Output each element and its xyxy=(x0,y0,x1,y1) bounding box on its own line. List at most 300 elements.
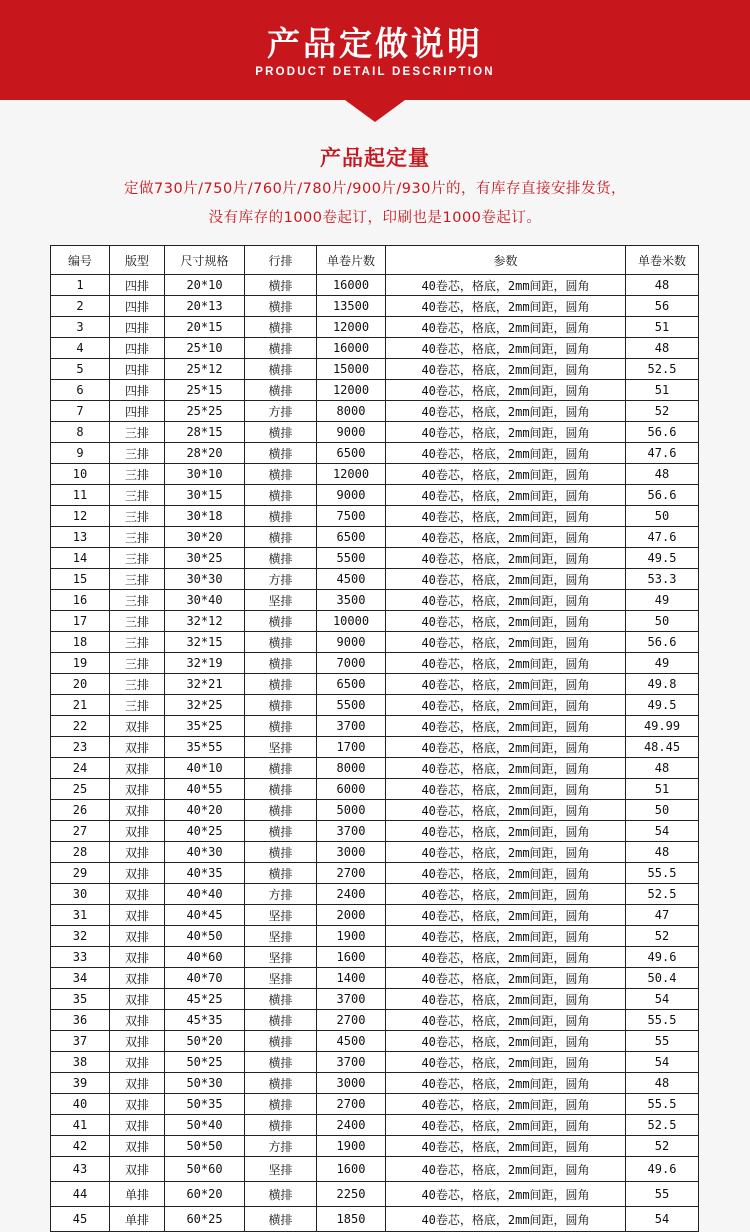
table-row xyxy=(51,968,699,989)
cell-layout: 三排 xyxy=(110,569,165,590)
cell-meters: 49.8 xyxy=(626,674,699,695)
cell-size: 40*55 xyxy=(165,779,245,800)
cell-pieces: 2700 xyxy=(317,1094,386,1115)
table-row xyxy=(51,1052,699,1073)
cell-params: 40卷芯，格底，2mm间距，圆角 xyxy=(386,842,626,863)
cell-arrangement: 横排 xyxy=(245,779,317,800)
cell-size: 30*20 xyxy=(165,527,245,548)
table-row xyxy=(51,821,699,842)
cell-meters: 48 xyxy=(626,275,699,296)
cell-layout: 双排 xyxy=(110,1094,165,1115)
table-row xyxy=(51,779,699,800)
cell-layout: 四排 xyxy=(110,338,165,359)
cell-arrangement: 横排 xyxy=(245,359,317,380)
cell-layout: 双排 xyxy=(110,758,165,779)
cell-meters: 50.4 xyxy=(626,968,699,989)
table-row xyxy=(51,569,699,590)
column-header-pieces: 单卷片数 xyxy=(317,246,386,275)
cell-layout: 双排 xyxy=(110,989,165,1010)
cell-arrangement: 横排 xyxy=(245,1207,317,1232)
cell-params: 40卷芯，格底，2mm间距，圆角 xyxy=(386,275,626,296)
cell-params: 40卷芯，格底，2mm间距，圆角 xyxy=(386,1010,626,1031)
cell-meters: 51 xyxy=(626,317,699,338)
cell-size: 35*25 xyxy=(165,716,245,737)
cell-meters: 55.5 xyxy=(626,863,699,884)
cell-size: 45*35 xyxy=(165,1010,245,1031)
section-title: 产品起定量 xyxy=(320,146,430,170)
cell-size: 30*10 xyxy=(165,464,245,485)
cell-size: 40*25 xyxy=(165,821,245,842)
cell-meters: 49 xyxy=(626,590,699,611)
cell-pieces: 1400 xyxy=(317,968,386,989)
cell-id: 35 xyxy=(51,989,110,1010)
cell-pieces: 4500 xyxy=(317,569,386,590)
cell-size: 30*15 xyxy=(165,485,245,506)
cell-id: 15 xyxy=(51,569,110,590)
cell-params: 40卷芯，格底，2mm间距，圆角 xyxy=(386,1136,626,1157)
cell-id: 17 xyxy=(51,611,110,632)
cell-arrangement: 横排 xyxy=(245,1182,317,1207)
cell-params: 40卷芯，格底，2mm间距，圆角 xyxy=(386,296,626,317)
cell-size: 45*25 xyxy=(165,989,245,1010)
cell-layout: 三排 xyxy=(110,674,165,695)
column-header-id: 编号 xyxy=(51,246,110,275)
cell-arrangement: 横排 xyxy=(245,800,317,821)
cell-pieces: 3700 xyxy=(317,716,386,737)
cell-id: 14 xyxy=(51,548,110,569)
column-header-arrangement: 行排 xyxy=(245,246,317,275)
cell-meters: 48.45 xyxy=(626,737,699,758)
cell-size: 40*60 xyxy=(165,947,245,968)
table-row xyxy=(51,842,699,863)
table-row xyxy=(51,1010,699,1031)
cell-id: 41 xyxy=(51,1115,110,1136)
cell-params: 40卷芯，格底，2mm间距，圆角 xyxy=(386,863,626,884)
cell-pieces: 8000 xyxy=(317,401,386,422)
table-row xyxy=(51,1157,699,1182)
cell-pieces: 2400 xyxy=(317,1115,386,1136)
cell-params: 40卷芯，格底，2mm间距，圆角 xyxy=(386,947,626,968)
cell-layout: 单排 xyxy=(110,1207,165,1232)
table-row xyxy=(51,296,699,317)
cell-params: 40卷芯，格底，2mm间距，圆角 xyxy=(386,926,626,947)
cell-meters: 51 xyxy=(626,779,699,800)
cell-meters: 47.6 xyxy=(626,527,699,548)
cell-size: 30*40 xyxy=(165,590,245,611)
cell-meters: 51 xyxy=(626,380,699,401)
cell-id: 38 xyxy=(51,1052,110,1073)
cell-params: 40卷芯，格底，2mm间距，圆角 xyxy=(386,1182,626,1207)
cell-params: 40卷芯，格底，2mm间距，圆角 xyxy=(386,443,626,464)
cell-pieces: 15000 xyxy=(317,359,386,380)
cell-meters: 54 xyxy=(626,989,699,1010)
cell-arrangement: 方排 xyxy=(245,569,317,590)
cell-size: 50*35 xyxy=(165,1094,245,1115)
cell-meters: 56 xyxy=(626,296,699,317)
cell-arrangement: 横排 xyxy=(245,1031,317,1052)
cell-meters: 47 xyxy=(626,905,699,926)
table-row xyxy=(51,905,699,926)
description-line-2: 没有库存的1000卷起订，印刷也是1000卷起订。 xyxy=(208,210,542,226)
table-row xyxy=(51,737,699,758)
cell-pieces: 12000 xyxy=(317,317,386,338)
cell-size: 32*19 xyxy=(165,653,245,674)
cell-id: 7 xyxy=(51,401,110,422)
cell-arrangement: 横排 xyxy=(245,1094,317,1115)
cell-params: 40卷芯，格底，2mm间距，圆角 xyxy=(386,716,626,737)
cell-meters: 48 xyxy=(626,758,699,779)
cell-pieces: 9000 xyxy=(317,485,386,506)
cell-meters: 52.5 xyxy=(626,1115,699,1136)
cell-params: 40卷芯，格底，2mm间距，圆角 xyxy=(386,821,626,842)
cell-meters: 48 xyxy=(626,338,699,359)
cell-arrangement: 坚排 xyxy=(245,737,317,758)
cell-arrangement: 坚排 xyxy=(245,926,317,947)
cell-meters: 48 xyxy=(626,464,699,485)
cell-pieces: 12000 xyxy=(317,380,386,401)
cell-pieces: 3700 xyxy=(317,821,386,842)
table-row xyxy=(51,443,699,464)
table-row xyxy=(51,1115,699,1136)
cell-pieces: 3000 xyxy=(317,1073,386,1094)
cell-id: 4 xyxy=(51,338,110,359)
cell-params: 40卷芯，格底，2mm间距，圆角 xyxy=(386,611,626,632)
table-row xyxy=(51,275,699,296)
banner-arrow-icon xyxy=(345,100,405,122)
cell-layout: 三排 xyxy=(110,506,165,527)
cell-layout: 双排 xyxy=(110,905,165,926)
table-row xyxy=(51,338,699,359)
cell-layout: 四排 xyxy=(110,317,165,338)
cell-pieces: 4500 xyxy=(317,1031,386,1052)
cell-meters: 55 xyxy=(626,1182,699,1207)
cell-layout: 双排 xyxy=(110,800,165,821)
cell-pieces: 2700 xyxy=(317,1010,386,1031)
cell-pieces: 6500 xyxy=(317,527,386,548)
table-row xyxy=(51,359,699,380)
table-row xyxy=(51,1073,699,1094)
table-row xyxy=(51,716,699,737)
cell-layout: 双排 xyxy=(110,863,165,884)
cell-size: 50*40 xyxy=(165,1115,245,1136)
cell-pieces: 3700 xyxy=(317,1052,386,1073)
cell-params: 40卷芯，格底，2mm间距，圆角 xyxy=(386,674,626,695)
table-row xyxy=(51,947,699,968)
cell-params: 40卷芯，格底，2mm间距，圆角 xyxy=(386,989,626,1010)
cell-layout: 三排 xyxy=(110,485,165,506)
column-header-size: 尺寸规格 xyxy=(165,246,245,275)
cell-pieces: 2400 xyxy=(317,884,386,905)
cell-pieces: 7500 xyxy=(317,506,386,527)
description-line-1: 定做730片/750片/760片/780片/900片/930片的，有库存直接安排发货， xyxy=(124,181,626,197)
cell-pieces: 16000 xyxy=(317,338,386,359)
cell-meters: 49.5 xyxy=(626,695,699,716)
table-row xyxy=(51,380,699,401)
cell-id: 43 xyxy=(51,1157,110,1182)
cell-pieces: 3000 xyxy=(317,842,386,863)
cell-pieces: 6000 xyxy=(317,779,386,800)
cell-size: 50*20 xyxy=(165,1031,245,1052)
cell-layout: 三排 xyxy=(110,527,165,548)
cell-layout: 四排 xyxy=(110,380,165,401)
cell-params: 40卷芯，格底，2mm间距，圆角 xyxy=(386,380,626,401)
cell-params: 40卷芯，格底，2mm间距，圆角 xyxy=(386,338,626,359)
cell-size: 32*25 xyxy=(165,695,245,716)
cell-id: 31 xyxy=(51,905,110,926)
cell-size: 40*70 xyxy=(165,968,245,989)
cell-layout: 双排 xyxy=(110,1157,165,1182)
cell-layout: 三排 xyxy=(110,422,165,443)
cell-arrangement: 横排 xyxy=(245,548,317,569)
cell-size: 40*40 xyxy=(165,884,245,905)
cell-id: 16 xyxy=(51,590,110,611)
cell-params: 40卷芯，格底，2mm间距，圆角 xyxy=(386,569,626,590)
banner-title: 产品定做说明 xyxy=(267,24,483,63)
cell-meters: 49.6 xyxy=(626,947,699,968)
cell-pieces: 5000 xyxy=(317,800,386,821)
cell-id: 12 xyxy=(51,506,110,527)
cell-arrangement: 横排 xyxy=(245,464,317,485)
cell-size: 25*10 xyxy=(165,338,245,359)
cell-id: 40 xyxy=(51,1094,110,1115)
cell-id: 32 xyxy=(51,926,110,947)
cell-params: 40卷芯，格底，2mm间距，圆角 xyxy=(386,317,626,338)
cell-id: 13 xyxy=(51,527,110,548)
cell-arrangement: 横排 xyxy=(245,380,317,401)
cell-pieces: 7000 xyxy=(317,653,386,674)
cell-pieces: 12000 xyxy=(317,464,386,485)
cell-id: 44 xyxy=(51,1182,110,1207)
cell-params: 40卷芯，格底，2mm间距，圆角 xyxy=(386,800,626,821)
cell-meters: 56.6 xyxy=(626,422,699,443)
cell-layout: 双排 xyxy=(110,779,165,800)
cell-params: 40卷芯，格底，2mm间距，圆角 xyxy=(386,884,626,905)
cell-layout: 双排 xyxy=(110,1115,165,1136)
cell-params: 40卷芯，格底，2mm间距，圆角 xyxy=(386,1207,626,1232)
cell-id: 8 xyxy=(51,422,110,443)
cell-arrangement: 横排 xyxy=(245,422,317,443)
table-row xyxy=(51,1031,699,1052)
cell-size: 32*12 xyxy=(165,611,245,632)
cell-meters: 56.6 xyxy=(626,632,699,653)
table-body xyxy=(51,275,699,1232)
table-row xyxy=(51,317,699,338)
cell-size: 60*20 xyxy=(165,1182,245,1207)
column-header-params: 参数 xyxy=(386,246,626,275)
table-row xyxy=(51,401,699,422)
cell-arrangement: 横排 xyxy=(245,611,317,632)
cell-id: 21 xyxy=(51,695,110,716)
cell-params: 40卷芯，格底，2mm间距，圆角 xyxy=(386,1157,626,1182)
cell-params: 40卷芯，格底，2mm间距，圆角 xyxy=(386,905,626,926)
cell-arrangement: 横排 xyxy=(245,443,317,464)
column-header-meters: 单卷米数 xyxy=(626,246,699,275)
cell-params: 40卷芯，格底，2mm间距，圆角 xyxy=(386,527,626,548)
cell-layout: 双排 xyxy=(110,1052,165,1073)
cell-layout: 双排 xyxy=(110,947,165,968)
cell-id: 24 xyxy=(51,758,110,779)
cell-meters: 47.6 xyxy=(626,443,699,464)
cell-arrangement: 坚排 xyxy=(245,590,317,611)
cell-layout: 四排 xyxy=(110,359,165,380)
cell-arrangement: 横排 xyxy=(245,506,317,527)
cell-params: 40卷芯，格底，2mm间距，圆角 xyxy=(386,485,626,506)
cell-params: 40卷芯，格底，2mm间距，圆角 xyxy=(386,1115,626,1136)
spec-table xyxy=(50,245,699,1232)
cell-params: 40卷芯，格底，2mm间距，圆角 xyxy=(386,401,626,422)
cell-params: 40卷芯，格底，2mm间距，圆角 xyxy=(386,968,626,989)
cell-layout: 三排 xyxy=(110,590,165,611)
cell-pieces: 3700 xyxy=(317,989,386,1010)
cell-meters: 49.6 xyxy=(626,1157,699,1182)
table-row xyxy=(51,548,699,569)
cell-size: 35*55 xyxy=(165,737,245,758)
cell-size: 20*13 xyxy=(165,296,245,317)
cell-params: 40卷芯，格底，2mm间距，圆角 xyxy=(386,779,626,800)
cell-arrangement: 横排 xyxy=(245,758,317,779)
cell-arrangement: 横排 xyxy=(245,317,317,338)
table-row xyxy=(51,632,699,653)
cell-layout: 三排 xyxy=(110,695,165,716)
cell-meters: 55.5 xyxy=(626,1010,699,1031)
cell-layout: 双排 xyxy=(110,821,165,842)
table-row xyxy=(51,1207,699,1232)
cell-meters: 53.3 xyxy=(626,569,699,590)
cell-arrangement: 横排 xyxy=(245,1052,317,1073)
cell-layout: 三排 xyxy=(110,443,165,464)
cell-size: 40*35 xyxy=(165,863,245,884)
cell-meters: 49 xyxy=(626,653,699,674)
cell-meters: 52 xyxy=(626,401,699,422)
cell-id: 22 xyxy=(51,716,110,737)
cell-id: 25 xyxy=(51,779,110,800)
cell-id: 9 xyxy=(51,443,110,464)
cell-pieces: 1700 xyxy=(317,737,386,758)
cell-params: 40卷芯，格底，2mm间距，圆角 xyxy=(386,1031,626,1052)
cell-arrangement: 横排 xyxy=(245,716,317,737)
cell-id: 28 xyxy=(51,842,110,863)
cell-pieces: 1900 xyxy=(317,926,386,947)
table-header-row xyxy=(51,246,699,275)
cell-pieces: 9000 xyxy=(317,632,386,653)
cell-arrangement: 坚排 xyxy=(245,968,317,989)
cell-arrangement: 横排 xyxy=(245,275,317,296)
cell-size: 25*12 xyxy=(165,359,245,380)
table-row xyxy=(51,590,699,611)
cell-size: 20*10 xyxy=(165,275,245,296)
cell-layout: 双排 xyxy=(110,1031,165,1052)
cell-params: 40卷芯，格底，2mm间距，圆角 xyxy=(386,695,626,716)
table-row xyxy=(51,506,699,527)
cell-meters: 50 xyxy=(626,506,699,527)
cell-meters: 52 xyxy=(626,926,699,947)
cell-arrangement: 方排 xyxy=(245,1136,317,1157)
cell-id: 33 xyxy=(51,947,110,968)
cell-id: 26 xyxy=(51,800,110,821)
cell-meters: 54 xyxy=(626,1052,699,1073)
cell-size: 50*60 xyxy=(165,1157,245,1182)
table-row xyxy=(51,695,699,716)
cell-meters: 52.5 xyxy=(626,884,699,905)
cell-id: 19 xyxy=(51,653,110,674)
cell-id: 5 xyxy=(51,359,110,380)
cell-meters: 52.5 xyxy=(626,359,699,380)
cell-layout: 三排 xyxy=(110,611,165,632)
cell-pieces: 13500 xyxy=(317,296,386,317)
cell-id: 45 xyxy=(51,1207,110,1232)
cell-id: 29 xyxy=(51,863,110,884)
cell-arrangement: 横排 xyxy=(245,1115,317,1136)
cell-pieces: 6500 xyxy=(317,443,386,464)
cell-layout: 双排 xyxy=(110,926,165,947)
cell-id: 18 xyxy=(51,632,110,653)
cell-params: 40卷芯，格底，2mm间距，圆角 xyxy=(386,1073,626,1094)
table-row xyxy=(51,989,699,1010)
table-row xyxy=(51,1182,699,1207)
cell-layout: 三排 xyxy=(110,632,165,653)
cell-pieces: 10000 xyxy=(317,611,386,632)
cell-size: 40*30 xyxy=(165,842,245,863)
cell-meters: 50 xyxy=(626,611,699,632)
table-row xyxy=(51,1136,699,1157)
cell-meters: 55.5 xyxy=(626,1094,699,1115)
cell-pieces: 1600 xyxy=(317,1157,386,1182)
cell-layout: 三排 xyxy=(110,653,165,674)
cell-id: 39 xyxy=(51,1073,110,1094)
cell-size: 40*45 xyxy=(165,905,245,926)
cell-size: 60*25 xyxy=(165,1207,245,1232)
cell-size: 25*15 xyxy=(165,380,245,401)
cell-size: 32*15 xyxy=(165,632,245,653)
cell-pieces: 6500 xyxy=(317,674,386,695)
cell-id: 3 xyxy=(51,317,110,338)
cell-arrangement: 方排 xyxy=(245,884,317,905)
table-row xyxy=(51,863,699,884)
cell-meters: 48 xyxy=(626,842,699,863)
cell-size: 40*20 xyxy=(165,800,245,821)
cell-id: 1 xyxy=(51,275,110,296)
cell-pieces: 2700 xyxy=(317,863,386,884)
cell-id: 37 xyxy=(51,1031,110,1052)
cell-pieces: 16000 xyxy=(317,275,386,296)
cell-pieces: 1600 xyxy=(317,947,386,968)
cell-pieces: 9000 xyxy=(317,422,386,443)
cell-arrangement: 方排 xyxy=(245,401,317,422)
cell-arrangement: 横排 xyxy=(245,1010,317,1031)
cell-id: 34 xyxy=(51,968,110,989)
table-row xyxy=(51,485,699,506)
cell-size: 28*20 xyxy=(165,443,245,464)
cell-params: 40卷芯，格底，2mm间距，圆角 xyxy=(386,1052,626,1073)
cell-meters: 55 xyxy=(626,1031,699,1052)
cell-layout: 双排 xyxy=(110,968,165,989)
column-header-layout: 版型 xyxy=(110,246,165,275)
cell-pieces: 5500 xyxy=(317,695,386,716)
cell-id: 2 xyxy=(51,296,110,317)
cell-arrangement: 横排 xyxy=(245,821,317,842)
cell-layout: 双排 xyxy=(110,1010,165,1031)
cell-layout: 双排 xyxy=(110,1073,165,1094)
cell-meters: 48 xyxy=(626,1073,699,1094)
cell-size: 20*15 xyxy=(165,317,245,338)
cell-id: 10 xyxy=(51,464,110,485)
table-row xyxy=(51,527,699,548)
cell-id: 23 xyxy=(51,737,110,758)
cell-params: 40卷芯，格底，2mm间距，圆角 xyxy=(386,1094,626,1115)
cell-layout: 双排 xyxy=(110,737,165,758)
cell-arrangement: 横排 xyxy=(245,674,317,695)
table-row xyxy=(51,1094,699,1115)
